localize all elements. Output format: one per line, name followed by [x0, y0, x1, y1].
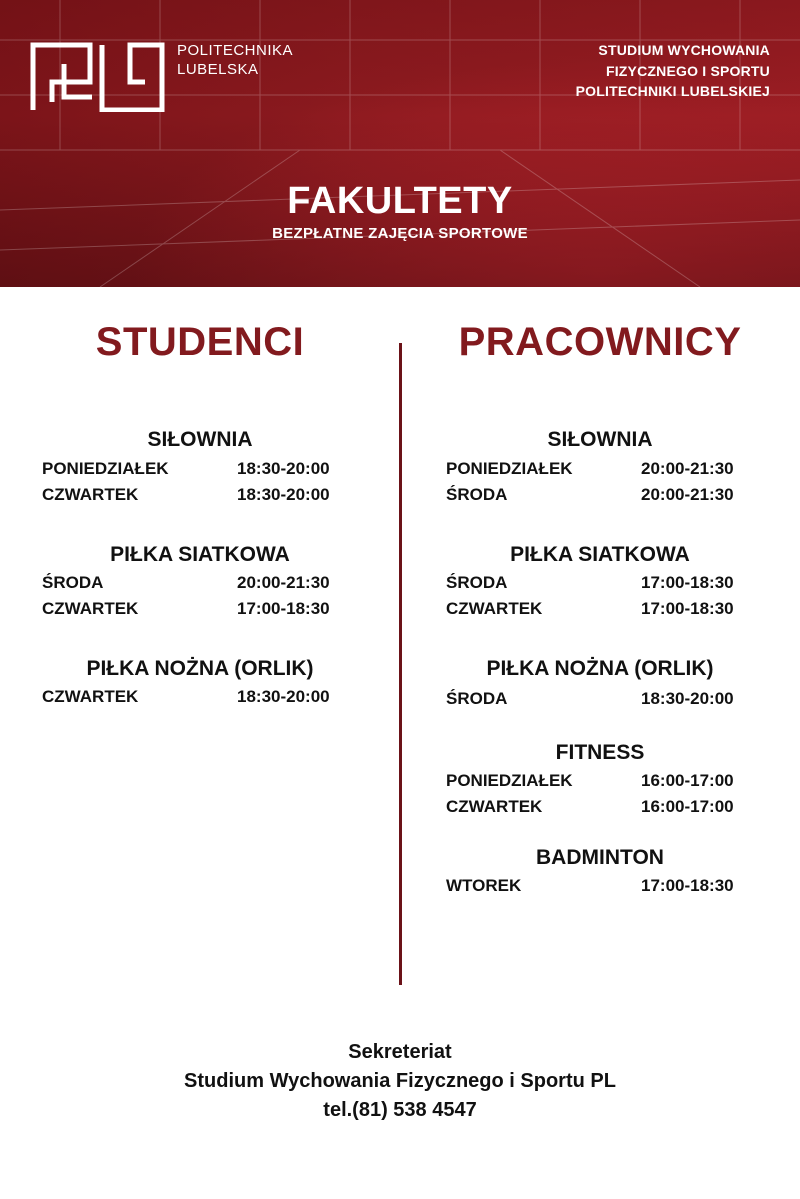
studenci-sport-3-row-1-day: CZWARTEK — [42, 687, 139, 706]
pracownicy-sport-4-row-1-time: 16:00-17:00 — [641, 771, 734, 790]
pracownicy-sport-1-row-2-time: 20:00-21:30 — [641, 485, 734, 504]
footer-line-1: Sekreteriat — [348, 1041, 452, 1063]
studenci-sport-1-row-2-time: 18:30-20:00 — [237, 485, 330, 504]
footer-phone: tel.(81) 538 4547 — [323, 1099, 477, 1121]
pracownicy-sport-4-row-2-time: 16:00-17:00 — [641, 797, 734, 816]
header-banner — [0, 0, 800, 287]
studenci-sport-1-row-2-day: CZWARTEK — [42, 485, 139, 504]
pracownicy-sport-5-title: BADMINTON — [536, 846, 664, 869]
pracownicy-sport-2-row-2-day: CZWARTEK — [446, 599, 543, 618]
pracownicy-sport-1-row-1-day: PONIEDZIAŁEK — [446, 459, 573, 478]
org-line-2: FIZYCZNEGO I SPORTU — [605, 62, 770, 79]
pracownicy-sport-4-row-1-day: PONIEDZIAŁEK — [446, 771, 573, 790]
pracownicy-sport-1-title: SIŁOWNIA — [547, 428, 653, 451]
studenci-sport-2-row-2-day: CZWARTEK — [42, 599, 139, 618]
pracownicy-sport-5-row-1-time: 17:00-18:30 — [641, 876, 734, 895]
studenci-sport-3-title: PIŁKA NOŻNA (ORLIK) — [86, 657, 314, 680]
page-title: FAKULTETY — [287, 180, 513, 222]
logo-wordmark — [177, 41, 293, 79]
pracownicy-sport-2-row-1-time: 17:00-18:30 — [641, 573, 734, 592]
pracownicy-heading: PRACOWNICY — [458, 320, 742, 364]
org-line-3: POLITECHNIKI LUBELSKIEJ — [575, 83, 770, 99]
pracownicy-sport-3-title: PIŁKA NOŻNA (ORLIK) — [486, 657, 714, 680]
studenci-sport-2-row-2-time: 17:00-18:30 — [237, 599, 330, 618]
pracownicy-sport-4-title: FITNESS — [555, 741, 645, 764]
pracownicy-sport-2-title: PIŁKA SIATKOWA — [510, 543, 690, 566]
page-subtitle: BEZPŁATNE ZAJĘCIA SPORTOWE — [272, 225, 528, 242]
footer-line-2: Studium Wychowania Fizycznego i Sportu PL — [184, 1070, 616, 1092]
pracownicy-sport-2-row-1-day: ŚRODA — [446, 573, 508, 592]
pracownicy-sport-1-row-2-day: ŚRODA — [446, 485, 508, 504]
studenci-sport-2-title: PIŁKA SIATKOWA — [110, 543, 290, 566]
politechnika-lubelska-logo — [30, 42, 165, 112]
footer-contact — [0, 1038, 800, 1125]
pracownicy-sport-5-row-1-day: WTOREK — [446, 876, 522, 895]
studenci-sport-1-row-1-time: 18:30-20:00 — [237, 459, 330, 478]
studenci-heading: STUDENCI — [95, 320, 305, 364]
pracownicy-sport-2-row-2-time: 17:00-18:30 — [641, 599, 734, 618]
pracownicy-sport-4-row-2-day: CZWARTEK — [446, 797, 543, 816]
studenci-sport-1-title: SIŁOWNIA — [147, 428, 253, 451]
org-line-1: STUDIUM WYCHOWANIA — [598, 42, 770, 58]
organization-name — [576, 40, 770, 102]
studenci-sport-3-row-1-time: 18:30-20:00 — [237, 687, 330, 706]
studenci-sport-1-row-1-day: PONIEDZIAŁEK — [42, 459, 169, 478]
studenci-sport-2-row-1-time: 20:00-21:30 — [237, 573, 330, 592]
pracownicy-sport-3-row-1-time: 18:30-20:00 — [641, 689, 734, 708]
logo-line-2: LUBELSKA — [177, 61, 259, 78]
pracownicy-sport-1-row-1-time: 20:00-21:30 — [641, 459, 734, 478]
logo-line-1: POLITECHNIKA — [177, 42, 294, 59]
studenci-sport-2-row-1-day: ŚRODA — [42, 573, 104, 592]
pracownicy-sport-3-row-1-day: ŚRODA — [446, 689, 508, 708]
